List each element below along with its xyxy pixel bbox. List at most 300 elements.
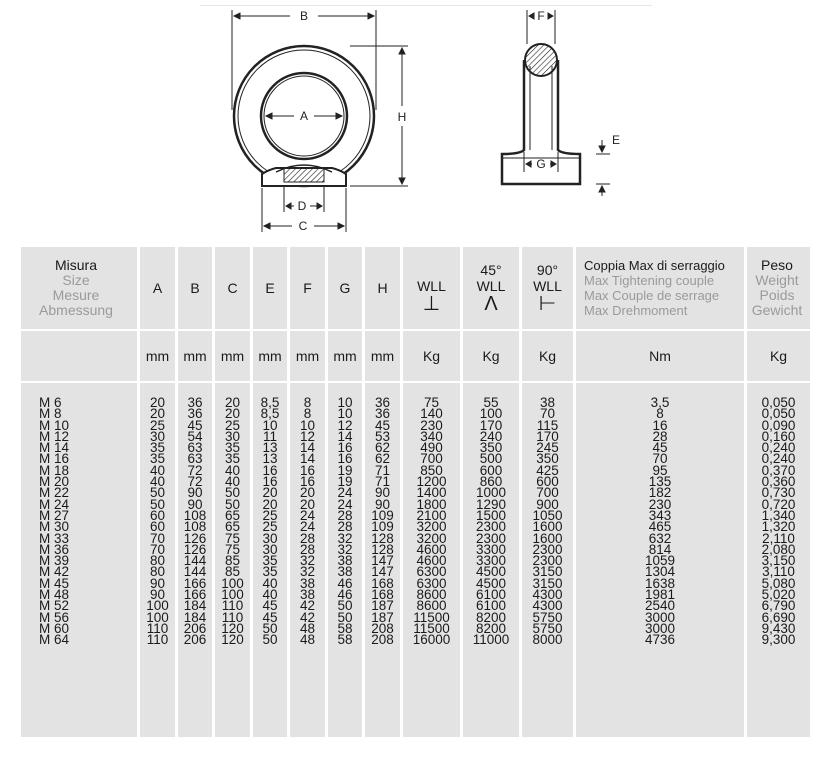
table-cell: M 52 xyxy=(39,598,70,614)
table-cell: 28 xyxy=(337,519,353,535)
dim-label-a: A xyxy=(299,109,309,123)
table-cell: 24 xyxy=(299,519,316,535)
table-cell: 128 xyxy=(371,530,394,546)
table-cell: 24 xyxy=(299,507,316,523)
table-cell: 100 xyxy=(221,575,244,591)
dim-label-e: E xyxy=(611,133,621,147)
table-cell: 166 xyxy=(183,575,207,591)
table-cell: 1290 xyxy=(475,496,507,512)
table-cell: 63 xyxy=(187,440,203,456)
table-cell: 4500 xyxy=(475,564,507,580)
table-cell: 184 xyxy=(183,598,207,614)
table-cell: 36 xyxy=(374,395,391,410)
table-cell: 13 xyxy=(262,440,278,456)
column-a xyxy=(140,383,175,737)
unit-peso: Kg xyxy=(747,331,810,381)
table-cell: M 39 xyxy=(39,553,70,569)
table-cell: 40 xyxy=(149,462,166,478)
table-cell: 340 xyxy=(420,428,443,444)
table-cell: 120 xyxy=(221,632,244,648)
table-cell: 38 xyxy=(539,395,556,410)
table-cell: 8200 xyxy=(475,609,507,625)
table-cell: 3200 xyxy=(416,519,447,535)
table-cell: M 18 xyxy=(39,462,70,478)
table-cell: 70 xyxy=(652,451,668,467)
table-cell: 3300 xyxy=(475,553,507,569)
table-cell: 700 xyxy=(420,451,443,467)
table-cell: 58 xyxy=(337,632,353,648)
table-cell: 5,080 xyxy=(761,575,796,591)
table-cell: 38 xyxy=(337,564,353,580)
table-cell: 10 xyxy=(337,406,353,422)
table-cell: 168 xyxy=(371,575,394,591)
table-cell: 100 xyxy=(221,587,244,603)
table-cell: 90 xyxy=(374,496,391,512)
table-cell: 20 xyxy=(224,406,241,422)
table-cell: 1800 xyxy=(416,496,447,512)
table-cell: 2300 xyxy=(532,553,563,569)
table-cell: 0,360 xyxy=(761,474,796,490)
table-cell: 12 xyxy=(299,428,316,444)
table-cell: 20 xyxy=(299,485,316,501)
table-cell: 11000 xyxy=(472,632,510,648)
table-cell: 54 xyxy=(187,428,203,444)
table-cell: 140 xyxy=(420,406,443,422)
table-cell: 3,110 xyxy=(762,564,795,580)
table-cell: 600 xyxy=(479,462,503,478)
table-cell: 70 xyxy=(149,541,166,557)
table-cell: 25 xyxy=(262,519,278,535)
table-cell: 2300 xyxy=(475,530,507,546)
table-cell: 30 xyxy=(149,428,166,444)
table-cell: 11500 xyxy=(413,620,450,636)
header-peso: Peso Weight Poids Gewicht xyxy=(747,247,810,329)
table-cell: 14 xyxy=(299,451,316,467)
table-cell: 35 xyxy=(224,451,241,467)
table-cell: 9,430 xyxy=(761,620,796,636)
table-cell: 90 xyxy=(187,485,203,501)
table-cell: 208 xyxy=(371,620,394,636)
table-cell: M 14 xyxy=(39,440,70,456)
table-cell: 6,690 xyxy=(761,609,796,625)
eye-nut-diagram xyxy=(0,0,834,240)
column-peso xyxy=(747,383,810,737)
dim-label-c: C xyxy=(298,219,308,233)
header-c: C xyxy=(215,247,250,329)
table-cell: 35 xyxy=(149,451,166,467)
table-cell: 62 xyxy=(374,440,391,456)
table-cell: 240 xyxy=(479,428,503,444)
column-f xyxy=(290,383,325,737)
table-cell: 16000 xyxy=(412,632,451,648)
table-cell: 50 xyxy=(224,485,241,501)
table-cell: 2540 xyxy=(644,598,676,614)
table-cell: 2,080 xyxy=(761,541,796,557)
table-cell: 6100 xyxy=(475,598,507,614)
table-cell: 38 xyxy=(337,553,353,569)
unit-g: mm xyxy=(328,331,362,381)
table-cell: 206 xyxy=(183,620,207,636)
table-cell: 850 xyxy=(420,462,443,478)
column-g xyxy=(328,383,362,737)
table-cell: 8200 xyxy=(475,620,507,636)
table-cell: 11500 xyxy=(413,609,450,625)
table-cell: 1200 xyxy=(416,474,447,490)
header-wll-90: 90° WLL ⊢ xyxy=(522,247,573,329)
table-cell: M 60 xyxy=(39,620,70,636)
table-cell: 80 xyxy=(149,553,166,569)
header-f: F xyxy=(290,247,325,329)
table-cell: 24 xyxy=(337,496,353,512)
column-wll-45 xyxy=(463,383,519,737)
table-cell: 182 xyxy=(648,485,672,501)
table-cell: 32 xyxy=(299,553,316,569)
table-cell: 144 xyxy=(183,564,207,580)
table-cell: M 30 xyxy=(39,519,70,535)
table-cell: 32 xyxy=(299,564,316,580)
table-cell: 20 xyxy=(224,395,241,410)
table-cell: 40 xyxy=(224,474,241,490)
table-cell: 230 xyxy=(420,417,443,433)
table-cell: 109 xyxy=(371,507,394,523)
table-cell: 110 xyxy=(146,620,169,636)
table-cell: 20 xyxy=(149,395,166,410)
unit-wll-45: Kg xyxy=(463,331,519,381)
column-b xyxy=(178,383,212,737)
table-cell: 45 xyxy=(262,598,278,614)
table-cell: 1,320 xyxy=(761,519,796,535)
table-cell: 72 xyxy=(187,474,203,490)
table-cell: 1600 xyxy=(532,530,563,546)
unit-e: mm xyxy=(253,331,287,381)
table-cell: 8 xyxy=(303,395,312,410)
table-cell: 10 xyxy=(337,395,353,410)
table-cell: 3,150 xyxy=(761,553,796,569)
table-cell: 40 xyxy=(149,474,166,490)
table-cell: 350 xyxy=(536,451,559,467)
table-cell: 100 xyxy=(146,598,169,614)
table-cell: 20 xyxy=(149,406,166,422)
table-cell: 50 xyxy=(149,485,166,501)
table-cell: 1000 xyxy=(475,485,507,501)
table-cell: M 42 xyxy=(39,564,70,580)
dim-label-h: H xyxy=(397,110,407,124)
table-cell: 30 xyxy=(224,428,241,444)
table-cell: 1304 xyxy=(644,564,676,580)
table-cell: 0,050 xyxy=(761,395,796,410)
table-cell: 110 xyxy=(221,609,244,625)
table-cell: 20 xyxy=(262,485,278,501)
table-cell: 3000 xyxy=(644,620,676,636)
table-cell: M 16 xyxy=(39,451,70,467)
table-cell: 35 xyxy=(149,440,166,456)
table-cell: 8 xyxy=(656,406,664,422)
table-cell: 0,240 xyxy=(761,440,796,456)
table-cell: 28 xyxy=(299,530,316,546)
table-cell: 110 xyxy=(221,598,244,614)
table-cell: 16 xyxy=(652,417,668,433)
table-cell: 42 xyxy=(299,609,316,625)
header-wll: WLL ⊥ xyxy=(403,247,460,329)
unit-b: mm xyxy=(178,331,212,381)
table-cell: 20 xyxy=(262,496,278,512)
table-cell: 40 xyxy=(262,575,278,591)
table-cell: M 33 xyxy=(39,530,70,546)
table-cell: 36 xyxy=(374,406,391,422)
table-cell: 25 xyxy=(262,507,278,523)
table-cell: 62 xyxy=(374,451,391,467)
table-cell: 95 xyxy=(652,462,668,478)
table-cell: M 10 xyxy=(39,417,70,433)
table-cell: 65 xyxy=(224,507,241,523)
table-cell: 70 xyxy=(149,530,166,546)
table-cell: 6300 xyxy=(416,575,447,591)
table-cell: 170 xyxy=(479,417,503,433)
table-cell: 208 xyxy=(371,632,394,648)
table-cell: 126 xyxy=(183,541,207,557)
table-cell: 8000 xyxy=(532,632,563,648)
table-cell: 3300 xyxy=(475,541,507,557)
table-cell: 4300 xyxy=(532,598,563,614)
table-cell: 8 xyxy=(303,406,312,422)
table-cell: 600 xyxy=(536,474,559,490)
table-cell: 245 xyxy=(536,440,559,456)
table-cell: 1400 xyxy=(416,485,447,501)
table-cell: 65 xyxy=(224,519,241,535)
table-cell: 45 xyxy=(374,417,391,433)
table-cell: 85 xyxy=(224,564,241,580)
table-cell: 425 xyxy=(536,462,559,478)
table-cell: 1,340 xyxy=(761,507,796,523)
table-cell: 108 xyxy=(183,519,207,535)
table-cell: 50 xyxy=(149,496,166,512)
unit-f: mm xyxy=(290,331,325,381)
table-cell: 71 xyxy=(374,474,391,490)
table-cell: 11 xyxy=(262,428,277,444)
unit-c: mm xyxy=(215,331,250,381)
table-cell: 90 xyxy=(149,575,166,591)
table-cell: M 27 xyxy=(39,507,70,523)
table-cell: 16 xyxy=(262,462,278,478)
table-cell: 350 xyxy=(479,440,503,456)
table-cell: 5,020 xyxy=(761,587,796,603)
table-cell: 120 xyxy=(221,620,244,636)
table-cell: 38 xyxy=(299,575,316,591)
table-cell: 0,720 xyxy=(761,496,796,512)
table-cell: 3150 xyxy=(532,564,563,580)
column-wll-90 xyxy=(522,383,573,737)
table-cell: 75 xyxy=(224,530,241,546)
table-cell: 2,110 xyxy=(762,530,795,546)
table-cell: 14 xyxy=(299,440,316,456)
table-cell: 72 xyxy=(187,462,203,478)
table-cell: 490 xyxy=(420,440,443,456)
table-cell: 3200 xyxy=(416,530,447,546)
header-e: E xyxy=(253,247,287,329)
table-cell: 35 xyxy=(262,564,278,580)
table-cell: 48 xyxy=(299,620,316,636)
table-cell: 6300 xyxy=(416,564,447,580)
table-cell: 0,090 xyxy=(761,417,796,433)
unit-misura xyxy=(21,331,137,381)
table-cell: M 8 xyxy=(39,406,62,422)
table-cell: 60 xyxy=(149,519,166,535)
header-coppia: Coppia Max di serraggio Max Tightening couple Max Couple de serrage Max Drehmoment xyxy=(576,247,744,329)
table-cell: 12 xyxy=(337,417,353,433)
table-cell: M 22 xyxy=(39,485,70,501)
table-cell: 36 xyxy=(187,395,203,410)
table-cell: 16 xyxy=(262,474,278,490)
table-cell: 0,240 xyxy=(761,451,796,467)
table-cell: 19 xyxy=(337,474,353,490)
table-cell: 5750 xyxy=(532,609,563,625)
table-cell: 1059 xyxy=(644,553,676,569)
column-misura xyxy=(21,383,137,737)
table-cell: 814 xyxy=(648,541,672,557)
table-cell: 32 xyxy=(337,541,353,557)
table-cell: 1638 xyxy=(644,575,676,591)
table-cell: 147 xyxy=(371,564,394,580)
table-cell: 110 xyxy=(146,632,169,648)
table-cell: 4500 xyxy=(475,575,507,591)
table-cell: 1600 xyxy=(532,519,563,535)
table-cell: 2100 xyxy=(416,507,447,523)
table-cell: 50 xyxy=(337,609,353,625)
column-e xyxy=(253,383,287,737)
table-cell: 58 xyxy=(337,620,353,636)
table-cell: M 24 xyxy=(39,496,70,512)
table-cell: 900 xyxy=(536,496,559,512)
table-cell: 500 xyxy=(479,451,503,467)
table-cell: 30 xyxy=(262,530,278,546)
table-cell: 16 xyxy=(299,462,316,478)
table-cell: 32 xyxy=(337,530,353,546)
dim-label-g: G xyxy=(536,157,546,171)
table-cell: 126 xyxy=(183,530,207,546)
table-cell: 115 xyxy=(536,417,559,433)
table-cell: 90 xyxy=(374,485,391,501)
table-cell: 184 xyxy=(183,609,207,625)
table-cell: 0,370 xyxy=(761,462,796,478)
header-g: G xyxy=(328,247,362,329)
table-cell: 8600 xyxy=(416,587,447,603)
table-cell: 25 xyxy=(224,417,241,433)
table-cell: 187 xyxy=(371,598,394,614)
table-cell: 35 xyxy=(262,553,278,569)
table-cell: 108 xyxy=(183,507,207,523)
table-cell: 19 xyxy=(337,462,353,478)
table-cell: 109 xyxy=(371,519,394,535)
table-cell: 632 xyxy=(648,530,672,546)
dim-label-b: B xyxy=(299,9,309,23)
table-cell: 8,5 xyxy=(260,395,280,410)
table-cell: 42 xyxy=(299,598,316,614)
table-cell: 187 xyxy=(371,609,394,625)
table-cell: 28 xyxy=(299,541,316,557)
header-a: A xyxy=(140,247,175,329)
table-cell: 30 xyxy=(262,541,278,557)
table-cell: 16 xyxy=(299,474,316,490)
unit-coppia: Nm xyxy=(576,331,744,381)
perpendicular-icon: ⊥ xyxy=(422,293,441,315)
table-cell: 40 xyxy=(224,462,241,478)
unit-wll-90: Kg xyxy=(522,331,573,381)
table-cell: 60 xyxy=(149,507,166,523)
unit-a: mm xyxy=(140,331,175,381)
table-cell: 206 xyxy=(183,632,207,648)
table-cell: M 48 xyxy=(39,587,70,603)
table-cell: 28 xyxy=(337,507,353,523)
table-cell: 0,160 xyxy=(761,428,796,444)
dim-label-f: F xyxy=(537,9,545,23)
table-cell: M 64 xyxy=(39,632,70,648)
table-cell: 4600 xyxy=(416,553,447,569)
table-cell: 90 xyxy=(149,587,166,603)
table-cell: 10 xyxy=(262,417,278,433)
table-cell: 71 xyxy=(374,462,391,478)
table-cell: 28 xyxy=(652,428,668,444)
table-cell: 5750 xyxy=(532,620,563,636)
table-cell: 85 xyxy=(224,553,241,569)
table-cell: 20 xyxy=(299,496,316,512)
table-cell: 343 xyxy=(648,507,672,523)
table-cell: 45 xyxy=(187,417,203,433)
table-cell: 25 xyxy=(149,417,166,433)
table-cell: 3150 xyxy=(532,575,563,591)
header-wll-45: 45° WLL Λ xyxy=(463,247,519,329)
table-cell: 8600 xyxy=(416,598,447,614)
column-wll xyxy=(403,383,460,737)
table-cell: 38 xyxy=(299,587,316,603)
header-misura: Misura Size Mesure Abmessung xyxy=(21,247,137,329)
table-cell: 700 xyxy=(536,485,559,501)
table-cell: M 36 xyxy=(39,541,70,557)
table-cell: 40 xyxy=(262,587,278,603)
column-coppia xyxy=(576,383,744,737)
table-cell: 168 xyxy=(371,587,394,603)
table-cell: 144 xyxy=(183,553,207,569)
header-b: B xyxy=(178,247,212,329)
angle-45-icon: Λ xyxy=(484,293,498,315)
table-cell: 0,050 xyxy=(761,406,796,422)
table-cell: M 12 xyxy=(39,428,70,444)
table-cell: 50 xyxy=(337,598,353,614)
specification-table xyxy=(18,247,813,737)
table-cell: 90 xyxy=(187,496,203,512)
table-cell: 13 xyxy=(262,451,278,467)
table-cell: 16 xyxy=(337,440,353,456)
table-cell: 128 xyxy=(371,541,394,557)
table-cell: 100 xyxy=(479,406,503,422)
table-cell: 100 xyxy=(146,609,169,625)
table-cell: M 45 xyxy=(39,575,70,591)
column-c xyxy=(215,383,250,737)
table-cell: 4300 xyxy=(532,587,563,603)
unit-wll: Kg xyxy=(403,331,460,381)
table-cell: 10 xyxy=(299,417,316,433)
table-cell: M 56 xyxy=(39,609,70,625)
table-cell: 80 xyxy=(149,564,166,580)
dim-label-d: D xyxy=(297,199,307,213)
table-cell: 35 xyxy=(224,440,241,456)
table-cell: 0,730 xyxy=(761,485,796,501)
column-h xyxy=(365,383,400,737)
table-cell: 2300 xyxy=(475,519,507,535)
table-cell: 48 xyxy=(299,632,316,648)
table-cell: 166 xyxy=(183,587,207,603)
table-cell: 24 xyxy=(337,485,353,501)
table-cell: 860 xyxy=(479,474,503,490)
